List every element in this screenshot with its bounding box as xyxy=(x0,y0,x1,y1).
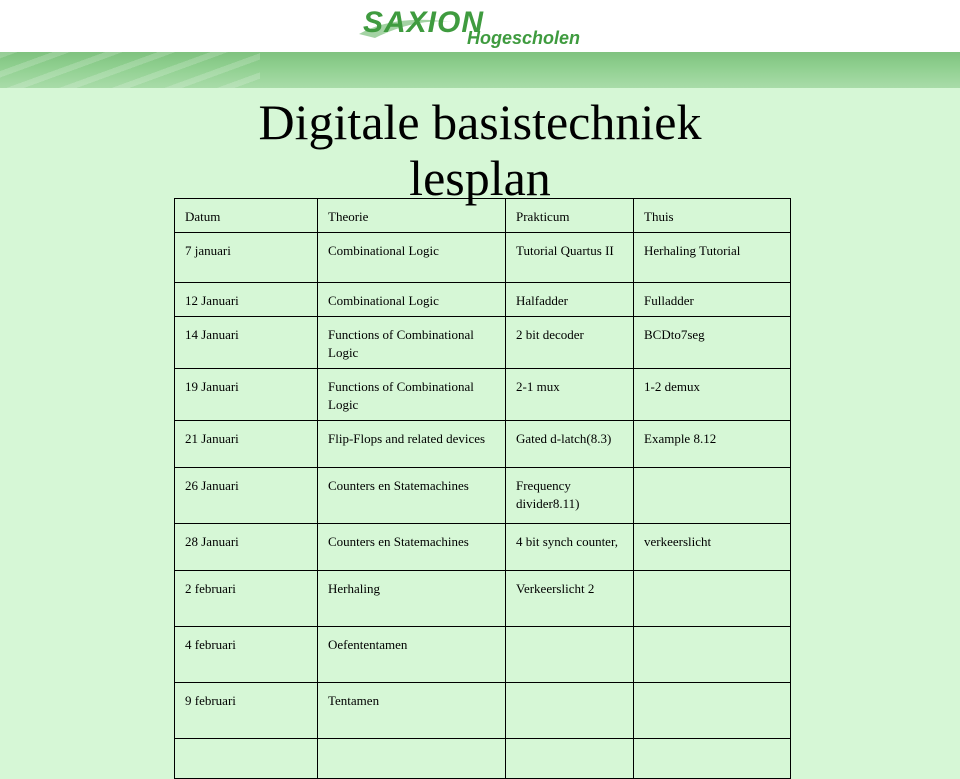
table-cell: Combinational Logic xyxy=(318,233,506,283)
table-row xyxy=(175,283,791,317)
table-row xyxy=(175,683,791,739)
table-row xyxy=(175,627,791,683)
table-cell: 1-2 demux xyxy=(634,369,791,421)
table-cell xyxy=(506,683,634,739)
table-cell: Herhaling Tutorial xyxy=(634,233,791,283)
table-cell: Counters en Statemachines xyxy=(318,524,506,571)
band-decoration xyxy=(0,52,260,88)
table-cell: 12 Januari xyxy=(175,283,318,317)
table-cell: BCDto7seg xyxy=(634,317,791,369)
table-cell: Fulladder xyxy=(634,283,791,317)
table-row xyxy=(175,468,791,524)
table-cell: Combinational Logic xyxy=(318,283,506,317)
table-cell: Gated d-latch(8.3) xyxy=(506,421,634,468)
header-green-band xyxy=(0,52,960,88)
table-cell: verkeerslicht xyxy=(634,524,791,571)
table-row xyxy=(175,571,791,627)
table-cell: 28 Januari xyxy=(175,524,318,571)
header-cell: Datum xyxy=(175,199,318,233)
lesplan-table xyxy=(174,198,791,779)
table-cell xyxy=(318,739,506,779)
logo-main-text: SAXION xyxy=(363,6,485,39)
table-cell: 7 januari xyxy=(175,233,318,283)
table-header-row xyxy=(175,199,791,233)
table-cell: 9 februari xyxy=(175,683,318,739)
table-row xyxy=(175,317,791,369)
table-cell xyxy=(506,739,634,779)
table-cell xyxy=(634,627,791,683)
table-cell: Example 8.12 xyxy=(634,421,791,468)
table-cell: 2 februari xyxy=(175,571,318,627)
table-cell: Functions of Combinational Logic xyxy=(318,317,506,369)
header-cell: Thuis xyxy=(634,199,791,233)
slide-title xyxy=(0,94,960,206)
table-cell: Functions of Combinational Logic xyxy=(318,369,506,421)
table-cell: 26 Januari xyxy=(175,468,318,524)
table-cell: 19 Januari xyxy=(175,369,318,421)
table-row xyxy=(175,524,791,571)
table-cell: 4 bit synch counter, xyxy=(506,524,634,571)
logo-sub-text: Hogescholen xyxy=(467,28,581,48)
table-cell xyxy=(175,739,318,779)
table-cell: 4 februari xyxy=(175,627,318,683)
table-cell: Oefententamen xyxy=(318,627,506,683)
table-cell: Frequency divider8.11) xyxy=(506,468,634,524)
table-cell xyxy=(634,468,791,524)
table-cell xyxy=(506,627,634,683)
title-line-2: lesplan xyxy=(409,150,551,206)
table-row xyxy=(175,369,791,421)
table-cell xyxy=(634,571,791,627)
table-row xyxy=(175,739,791,779)
table-cell: Halfadder xyxy=(506,283,634,317)
table-cell: Tentamen xyxy=(318,683,506,739)
table-cell: Counters en Statemachines xyxy=(318,468,506,524)
saxion-logo xyxy=(355,6,655,50)
table-cell: Flip-Flops and related devices xyxy=(318,421,506,468)
table-cell: Tutorial Quartus II xyxy=(506,233,634,283)
table-cell xyxy=(634,739,791,779)
table-row xyxy=(175,421,791,468)
title-line-1: Digitale basistechniek xyxy=(258,94,702,150)
table-cell: 2-1 mux xyxy=(506,369,634,421)
table-cell: Herhaling xyxy=(318,571,506,627)
table-cell: 14 Januari xyxy=(175,317,318,369)
table-cell: 21 Januari xyxy=(175,421,318,468)
table-cell: 2 bit decoder xyxy=(506,317,634,369)
header-cell: Theorie xyxy=(318,199,506,233)
table-cell xyxy=(634,683,791,739)
header-cell: Prakticum xyxy=(506,199,634,233)
table-cell: Verkeerslicht 2 xyxy=(506,571,634,627)
table-row xyxy=(175,233,791,283)
